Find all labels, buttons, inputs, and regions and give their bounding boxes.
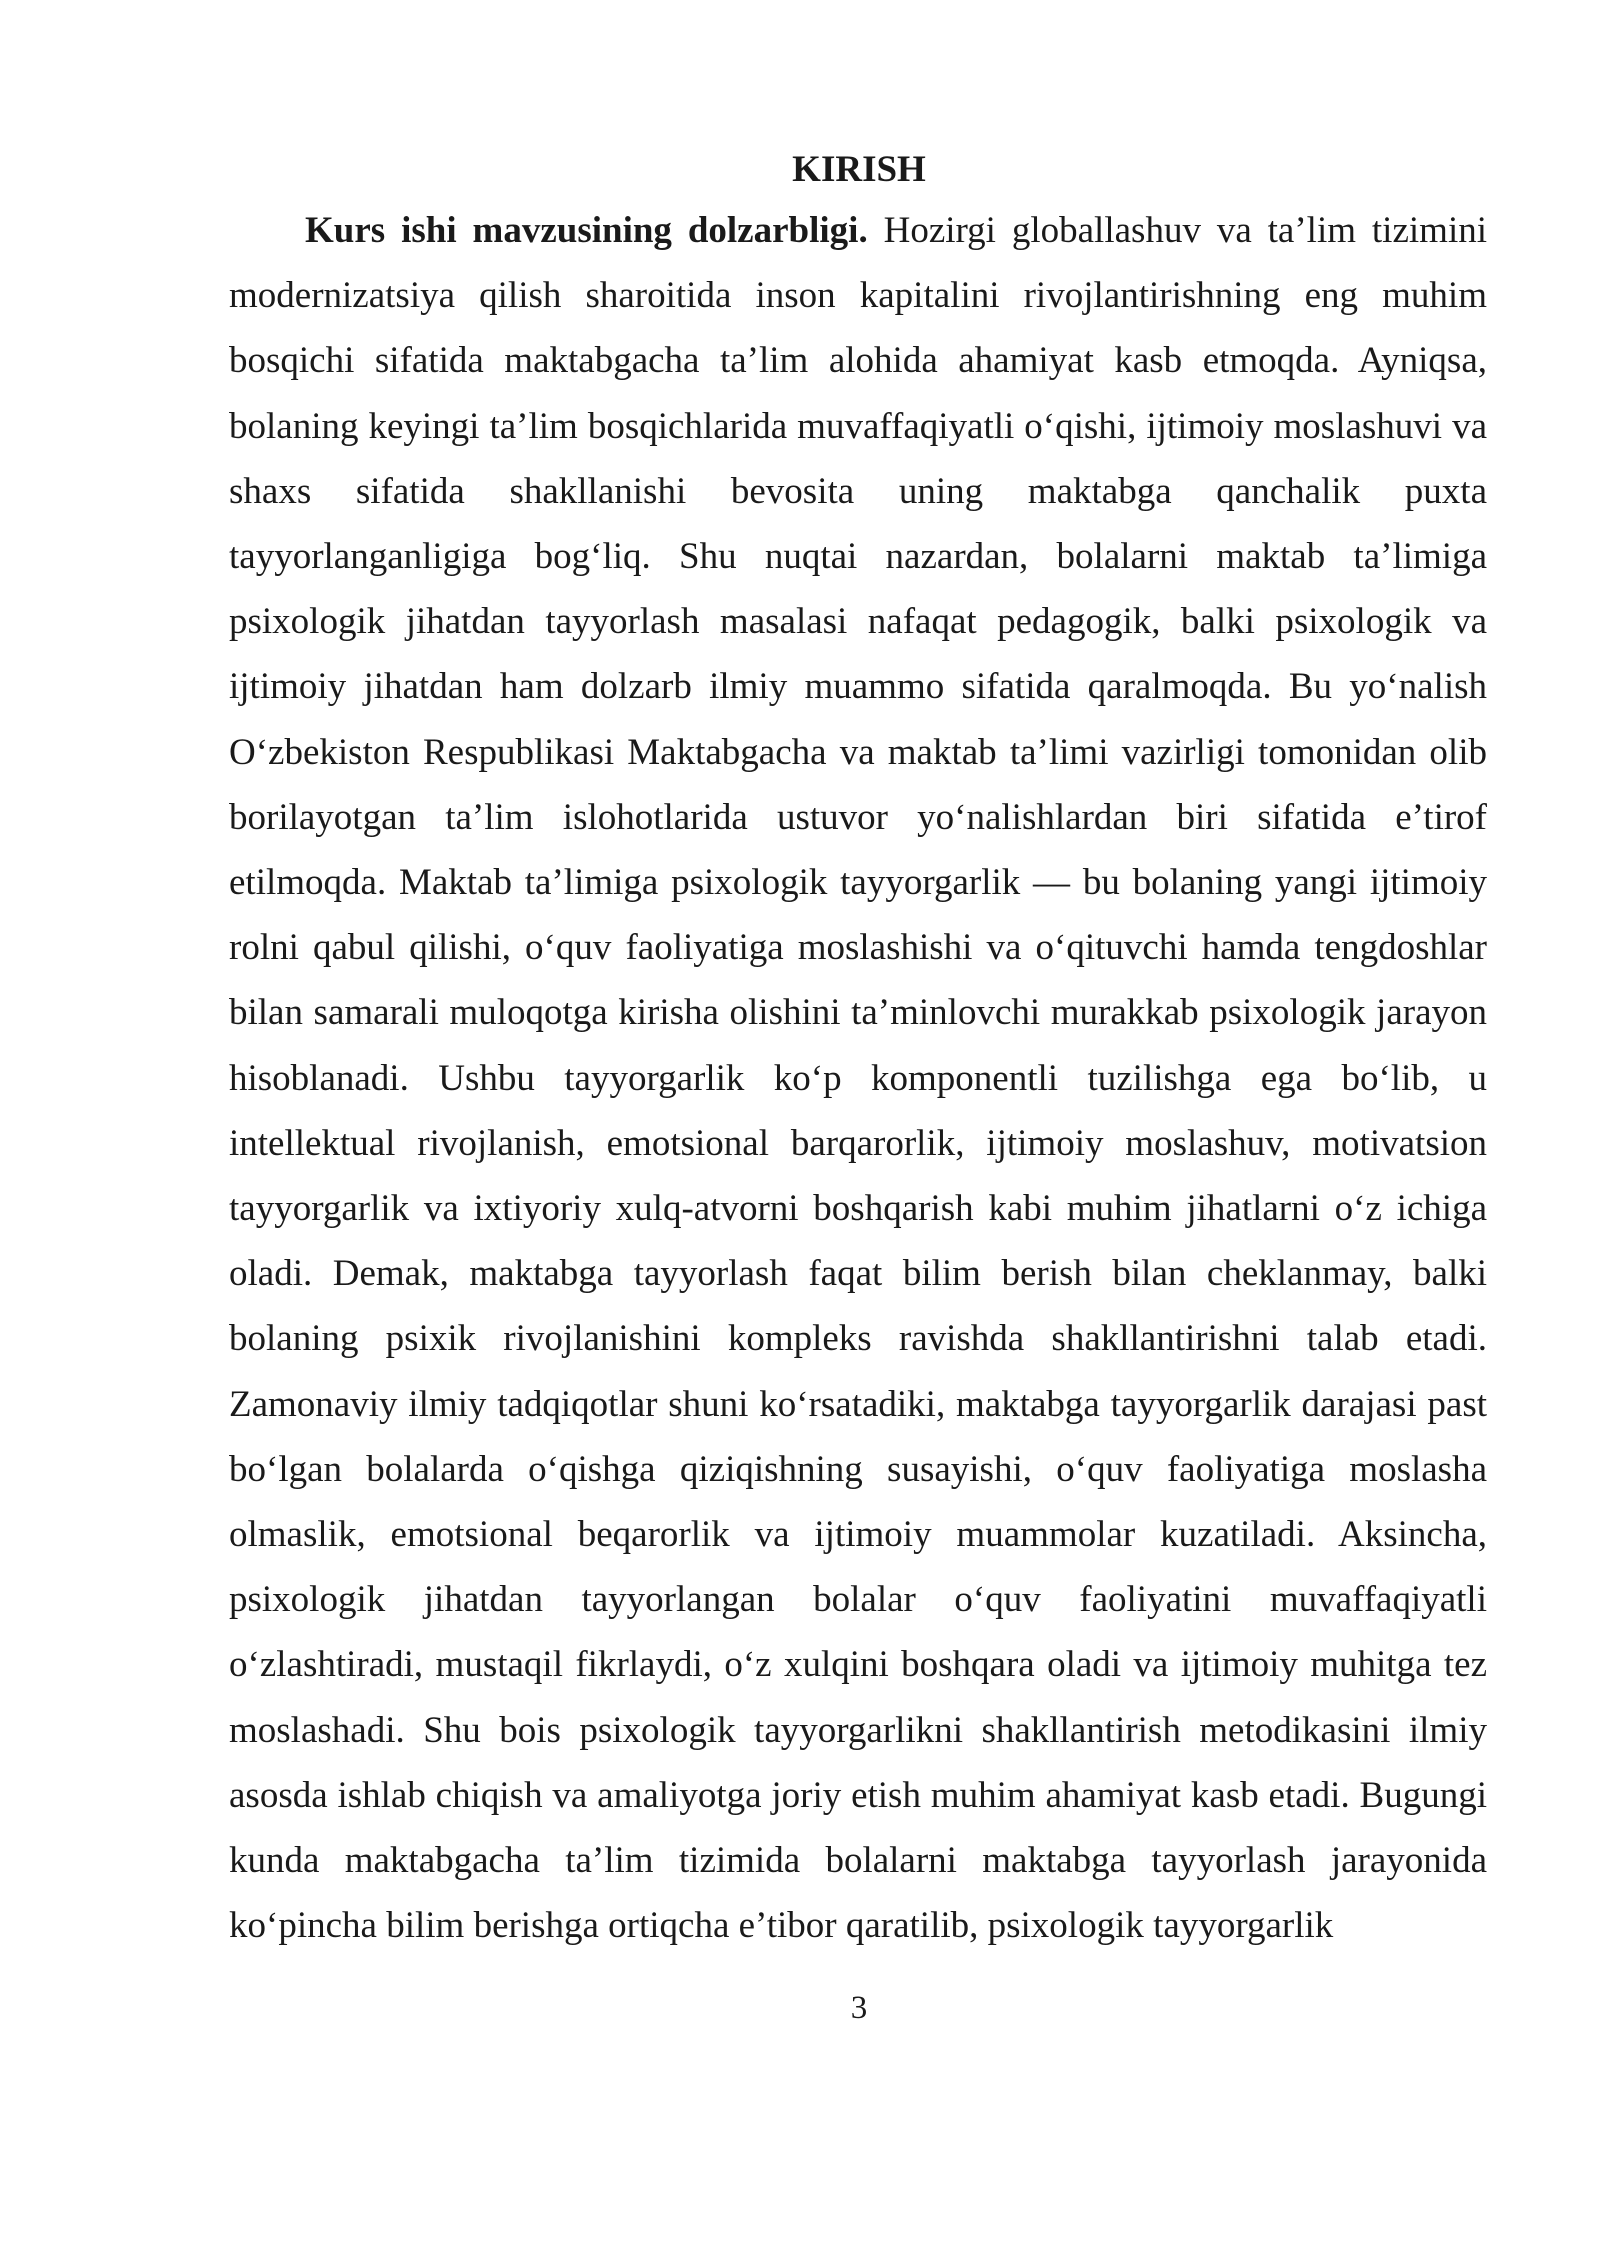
paragraph-body: Hozirgi globallashuv va ta’lim tizimini modernizatsiya qilish sharoitida inson kapitalini rivojlantirishning eng muhim bosqichi sifatida maktabgacha ta’lim alohida ahamiyat kasb etmoqda. Ayniqsa, bolaning keyingi ta’lim bosqichlarida muvaffaqiyatli o‘qishi, ijtimoiy moslashuvi va shaxs sifatida shakllanishi bevosita uning maktabga qanchalik puxta tayyorlanganligiga bog‘liq. Shu nuqtai nazardan, bolalarni maktab ta’limiga psixologik jihatdan tayyorlash masalasi nafaqat pedagogik, balki psixologik va ijtimoiy jihatdan ham dolzarb ilmiy muammo sifatida qaralmoqda. Bu yo‘nalish O‘zbekiston Respublikasi Maktabgacha va maktab ta’limi vazirligi tomonidan olib borilayotgan ta’lim islohotlarida ustuvor yo‘nalishlardan biri sifatida e’tirof etilmoqda. Maktab ta’limiga psixologik tayyorgarlik — bu bolaning yangi ijtimoiy rolni qabul qilishi, o‘quv faoliyatiga moslashishi va o‘qituvchi hamda tengdoshlar bilan samarali muloqotga kirisha olishini ta’minlovchi murakkab psixologik jarayon hisoblanadi. Ushbu tayyorgarlik ko‘p komponentli tuzilishga ega bo‘lib, u intellektual rivojlanish, emotsional barqarorlik, ijtimoiy moslashuv, motivatsion tayyorgarlik va ixtiyoriy xulq-atvorni boshqarish kabi muhim jihatlarni o‘z ichiga oladi. Demak, maktabga tayyorlash faqat bilim berish bilan cheklanmay, balki bolaning psixik rivojlanishini kompleks ravishda shakllantirishni talab etadi. Zamonaviy ilmiy tadqiqotlar shuni ko‘rsatadiki, maktabga tayyorgarlik darajasi past bo‘lgan bolalarda o‘qishga qiziqishning susayishi, o‘quv faoliyatiga moslasha olmaslik, emotsional beqarorlik va ijtimoiy muammolar kuzatiladi. Aksincha, psixologik jihatdan tayyorlangan bolalar o‘quv faoliyatini muvaffaqiyatli o‘zlashtiradi, mustaqil fikrlaydi, o‘z xulqini boshqara oladi va ijtimoiy muhitga tez moslashadi. Shu bois psixologik tayyorgarlikni shakllantirish metodikasini ilmiy asosda ishlab chiqish va amaliyotga joriy etish muhim ahamiyat kasb etadi. Bugungi kunda maktabgacha ta’lim tizimida bolalarni maktabga tayyorlash jarayonida ko‘pincha bilim berishga ortiqcha e’tibor qaratilib, psixologik tayyorgarlik <box>229 210 1488 1947</box>
page-title: KIRISH <box>792 149 926 190</box>
page-number: 3 <box>850 1990 868 2026</box>
intro-paragraph <box>229 198 1487 1958</box>
paragraph-lead: Kurs ishi mavzusining dolzarbligi. <box>305 210 868 251</box>
